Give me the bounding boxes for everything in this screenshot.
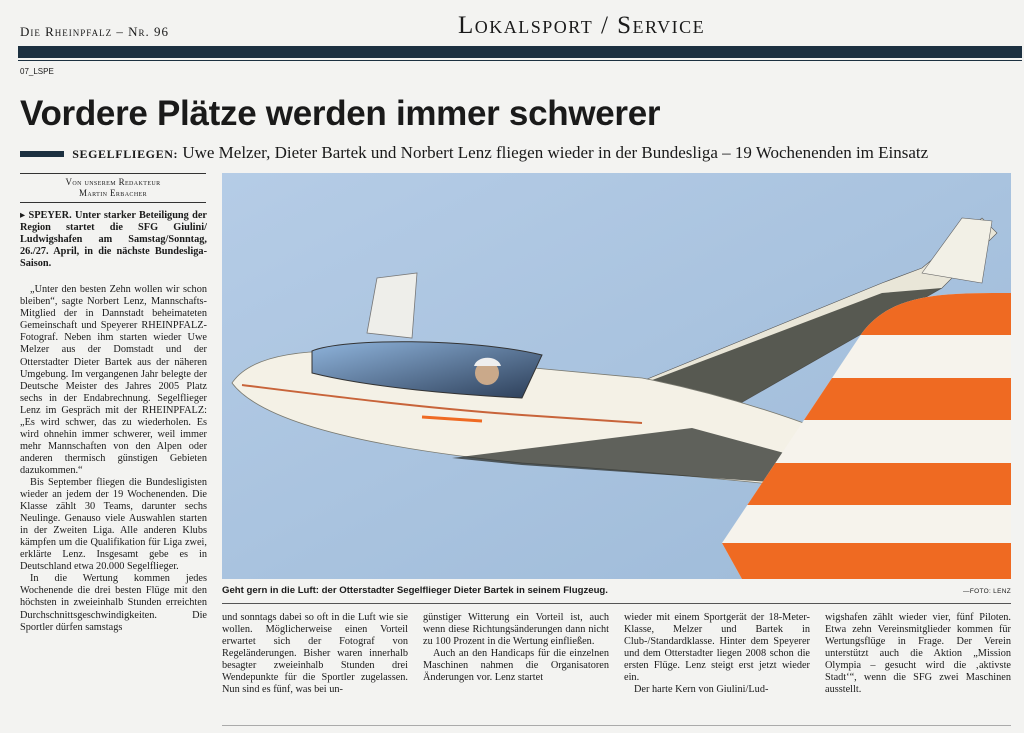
section-title: Lokalsport / Service xyxy=(458,12,706,39)
paragraph: und sonntags dabei so oft in die Luft wie sie wollen. Möglicherweise einen Vorteil erwartet sich der Fotograf von Regeländerungen. Bisher waren innerhalb besagter zweieinhalb Stunden drei Wendepunkte für die Sportler zugelassen. Nun sind es fünf, was bei un- xyxy=(222,612,408,696)
paragraph: „Unter den besten Zehn wollen wir schon bleiben“, sagte Norbert Lenz, Mannschafts-Mitglied der in Dannstadt beheimateten Gemeinschaft und Speyerer RHEINPFALZ-Fotograf. Neben ihm starten wieder Uwe Melzer aus der Domstadt und der Otterstadter Dieter Bartek aus der näheren Umgebung. Im vergangenen Jahr belegte der Deutsche Meister des Jahres 2005 Platz sechs in der Endabrechnung. Segelflieger Lenz im Gespräch mit der RHEINPFALZ: „Es wird schwer, das zu wiederholen. Es wird ohnehin immer schwerer, weil immer mehr Mannschaften von den Alpen oder anderen thermisch günstigen Gebieten dazukommen.“ xyxy=(20,284,207,476)
byline xyxy=(20,173,206,203)
photo-caption: Geht gern in die Luft: der Otterstadter Segelflieger Dieter Bartek in seinem Flugzeug. xyxy=(222,585,608,596)
masthead-bar xyxy=(18,46,1022,58)
caption-divider xyxy=(222,603,1011,604)
paragraph: wieder mit einem Sportgerät der 18-Meter-Klasse, Melzer und Bartek in Club-/Standardklasse. Hinter dem Speyerer und dem Otterstadter liegen 2008 schon die ersten Flüge. Lenz steigt erst jetzt wieder ein. xyxy=(624,612,810,684)
paragraph: Der harte Kern von Giulini/Lud- xyxy=(634,684,769,696)
topic-bar xyxy=(20,151,64,157)
article-column-2 xyxy=(222,612,408,708)
glider-photo xyxy=(222,173,1011,579)
article-column-4 xyxy=(624,612,810,708)
headline: Vordere Plätze werden immer schwerer xyxy=(20,94,661,133)
page-code: 07_LSPE xyxy=(20,67,54,76)
byline-author: Martin Erbacher xyxy=(78,188,148,198)
bottom-divider xyxy=(222,725,1011,726)
paragraph: wigshafen zählt wieder vier, fünf Piloten. Etwa zehn Vereinsmitglieder kommen für Wertungsflüge in Frage. Der Verein unterstützt auch die Aktion „Mission Olympia – gesucht wird die ‚aktivste Stadt‘“, wenn die SFG zwei Maschinen ausstellt. xyxy=(825,612,1011,696)
paragraph: Auch an den Handicaps für die einzelnen Maschinen nahmen die Organisatoren Änderungen vor. Lenz startet xyxy=(423,648,609,684)
paragraph: günstiger Witterung ein Vorteil ist, auch wenn diese Richtungsänderungen dann nicht zu 100 Prozent in die Wertung einfließen. xyxy=(423,612,609,648)
paragraph: In die Wertung kommen jedes Wochenende die drei besten Flüge mit den höchsten in zweieinhalb Stunden erreichten Durchschnittsgeschwindigkeiten. Die Sportler dürfen samstags xyxy=(20,573,207,633)
byline-role: Von unserem Redakteur xyxy=(65,177,161,187)
newspaper-name: Die Rheinpfalz – Nr. 96 xyxy=(20,24,170,39)
subheadline xyxy=(20,143,928,163)
paragraph: Bis September fliegen die Bundesligisten wieder an jedem der 19 Wochenenden. Die Klasse zählt 30 Teams, darunter sechs Neulinge. Genauso viele Auswahlen starten in der Zweiten Liga. Alle anderen Klubs kämpfen um die Qualifikation für Liga zwei, erklärte Lenz. Insgesamt gebe es in Deutschland etwa 20.000 Segelflieger. xyxy=(20,476,207,573)
topic-label: SEGELFLIEGEN: xyxy=(72,147,179,161)
article-column-3 xyxy=(423,612,609,708)
article-column-1 xyxy=(20,210,207,700)
photo-credit: —FOTO: LENZ xyxy=(963,588,1011,595)
article-column-5 xyxy=(825,612,1011,708)
lead-paragraph: ▸ SPEYER. Unter starker Beteiligung der Region startet die SFG Giulini/ Ludwigshafen am Samstag/Sonntag, 26./27. April, in die nächste Bundesliga-Saison. xyxy=(20,210,207,270)
masthead-divider xyxy=(18,60,1022,61)
subheadline-text: Uwe Melzer, Dieter Bartek und Norbert Lenz fliegen wieder in der Bundesliga – 19 Wochenenden im Einsatz xyxy=(182,143,929,162)
